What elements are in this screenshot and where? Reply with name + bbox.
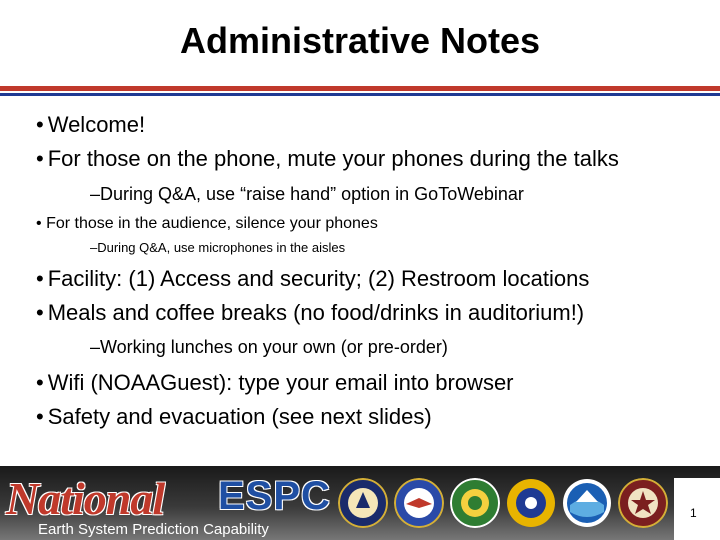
sub-bullet-text: –During Q&A, use “raise hand” option in GoToWebinar bbox=[90, 184, 524, 204]
navy-seal-icon bbox=[338, 478, 388, 528]
sub-bullet-text: –During Q&A, use microphones in the aisles bbox=[90, 240, 346, 255]
bullet-text: For those on the phone, mute your phones during the talks bbox=[47, 146, 619, 171]
bullet-marker: • bbox=[36, 370, 44, 395]
bullet-welcome bbox=[36, 112, 145, 138]
national-espc-logo-acronym: ESPC bbox=[218, 474, 331, 518]
bullet-marker: • bbox=[36, 266, 44, 291]
bullet-text: Wifi (NOAAGuest): type your email into browser bbox=[47, 370, 514, 395]
army-seal-icon bbox=[618, 478, 668, 528]
bullet-text: Meals and coffee breaks (no food/drinks in auditorium!) bbox=[47, 300, 585, 325]
sub-bullet-microphones bbox=[90, 240, 345, 255]
footer-banner bbox=[0, 466, 720, 540]
bullet-wifi bbox=[36, 370, 514, 396]
national-espc-logo-word: National bbox=[6, 473, 165, 524]
sub-bullet-text: –Working lunches on your own (or pre-order) bbox=[90, 337, 448, 357]
bullet-marker: • bbox=[36, 146, 44, 171]
page-number-area bbox=[674, 478, 720, 540]
air-force-seal-icon bbox=[394, 478, 444, 528]
bullet-text: Safety and evacuation (see next slides) bbox=[47, 404, 432, 429]
bullet-marker: • bbox=[36, 300, 44, 325]
bullet-text: For those in the audience, silence your phones bbox=[46, 215, 378, 232]
bullet-text: Welcome! bbox=[47, 112, 146, 137]
nsf-seal-icon bbox=[506, 478, 556, 528]
bullet-marker: • bbox=[36, 404, 44, 429]
bullet-audience bbox=[36, 215, 378, 233]
sub-bullet-lunches bbox=[90, 337, 448, 358]
energy-seal-icon bbox=[450, 478, 500, 528]
bullet-text: Facility: (1) Access and security; (2) Restroom locations bbox=[47, 266, 590, 291]
page-number: 1 bbox=[690, 506, 697, 520]
noaa-seal-icon bbox=[562, 478, 612, 528]
bullet-meals bbox=[36, 300, 584, 326]
bullet-facility bbox=[36, 266, 589, 292]
logo-subtitle: Earth System Prediction Capability bbox=[38, 521, 269, 538]
bullet-safety bbox=[36, 404, 432, 430]
bullet-marker: • bbox=[36, 215, 42, 232]
bullet-marker: • bbox=[36, 112, 44, 137]
sub-bullet-raise-hand bbox=[90, 184, 524, 205]
bullet-phone bbox=[36, 146, 619, 172]
slide-title: Administrative Notes bbox=[179, 20, 541, 61]
